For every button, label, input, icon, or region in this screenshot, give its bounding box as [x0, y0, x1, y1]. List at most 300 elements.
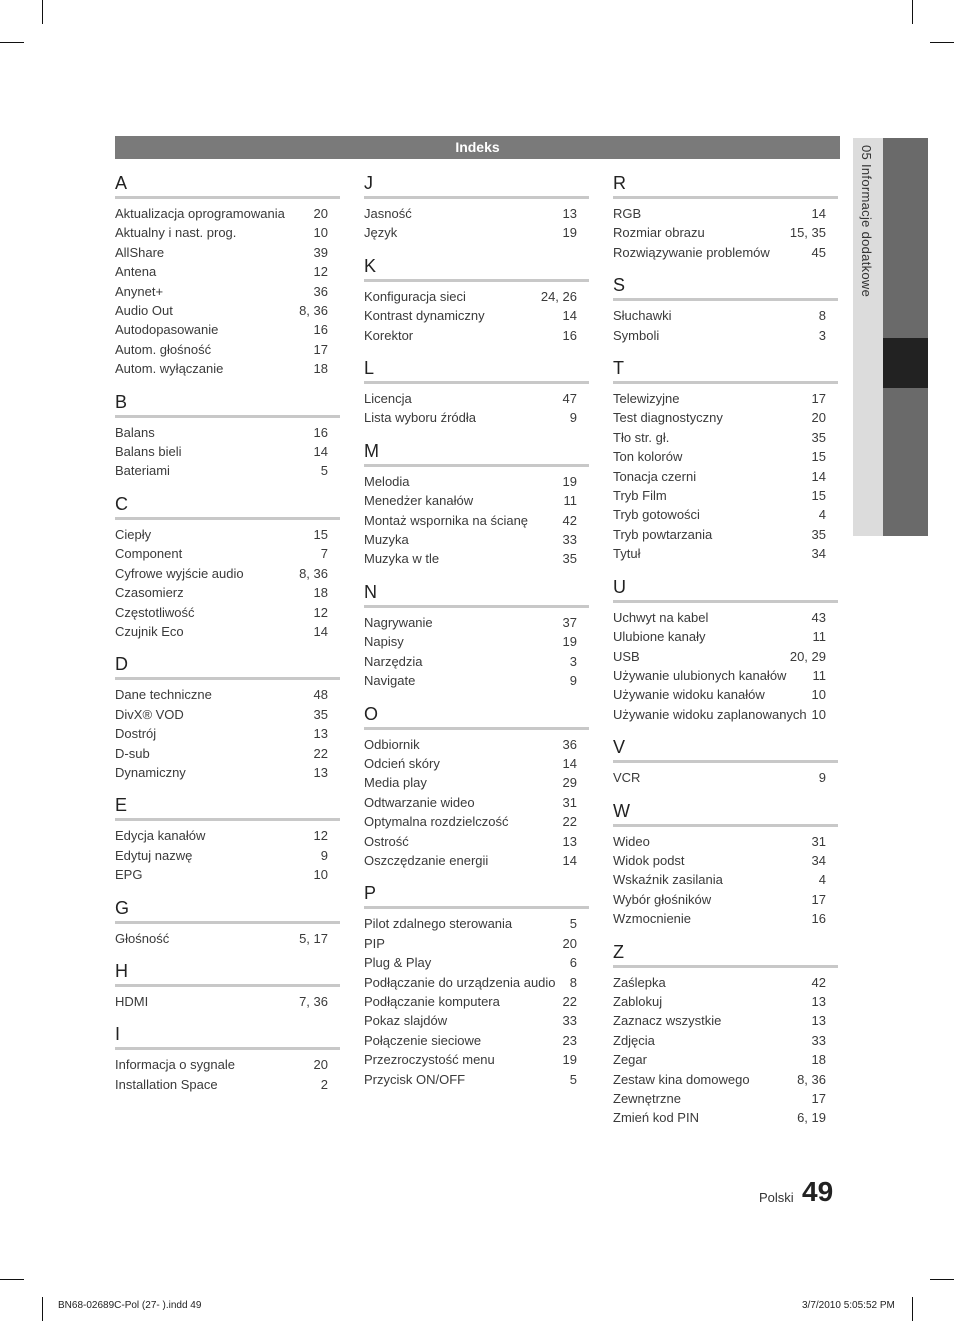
section-letter: W [613, 800, 838, 827]
entry-term: Korektor [364, 327, 414, 343]
section-letter: A [115, 172, 340, 199]
entry-pages: 20, 29 [789, 648, 826, 664]
index-entry [115, 461, 340, 480]
entry-term: Montaż wspornika na ścianę [364, 512, 529, 528]
index-entry [115, 340, 340, 359]
entry-term: Zaślepka [613, 974, 666, 990]
index-entry [613, 389, 838, 408]
entry-pages: 36 [313, 283, 328, 299]
index-entry [613, 608, 838, 627]
section-letter: C [115, 493, 340, 520]
index-entry [115, 262, 340, 281]
entry-pages: 33 [562, 1013, 577, 1029]
section-letter: G [115, 897, 340, 924]
entry-pages: 14 [562, 755, 577, 771]
section-letter: E [115, 794, 340, 821]
entry-term: Media play [364, 775, 427, 791]
index-section [364, 255, 589, 345]
index-section [115, 493, 340, 641]
entry-pages: 33 [562, 532, 577, 548]
index-entry [115, 564, 340, 583]
entry-term: Tryb Film [613, 488, 667, 504]
entry-pages: 12 [313, 264, 328, 280]
entry-term: Odbiornik [364, 736, 420, 752]
index-entry [364, 1011, 589, 1030]
entry-pages: 29 [562, 775, 577, 791]
crop-mark [912, 0, 913, 24]
entry-pages: 18 [811, 1052, 826, 1068]
entry-pages: 22 [562, 993, 577, 1009]
entry-pages: 4 [818, 507, 826, 523]
entry-term: Nagrywanie [364, 614, 433, 630]
index-section [364, 172, 589, 243]
index-entry [613, 428, 838, 447]
entry-term: Aktualizacja oprogramowania [115, 206, 285, 221]
entry-pages: 16 [313, 424, 328, 440]
entry-pages: 5 [320, 463, 328, 479]
entry-pages: 34 [811, 852, 826, 868]
entry-pages: 22 [313, 745, 328, 761]
section-letter: V [613, 736, 838, 763]
index-entry [364, 530, 589, 549]
entry-term: Audio Out [115, 303, 173, 319]
index-section [364, 440, 589, 569]
entry-term: Słuchawki [613, 308, 672, 324]
entry-pages: 17 [811, 891, 826, 907]
entry-term: Component [115, 546, 183, 562]
index-entry [115, 301, 340, 320]
index-entry [115, 525, 340, 544]
index-entry [364, 287, 589, 306]
entry-pages: 20 [562, 935, 577, 951]
index-entry [115, 223, 340, 242]
entry-term: Używanie ulubionych kanałów [613, 667, 787, 683]
footer-language: Polski [759, 1190, 794, 1205]
entry-term: Telewizyjne [613, 391, 680, 407]
section-letter: B [115, 391, 340, 418]
entry-term: Ulubione kanały [613, 629, 706, 645]
entry-term: Muzyka w tle [364, 551, 440, 567]
index-entry [613, 544, 838, 563]
entry-term: Dane techniczne [115, 687, 212, 703]
index-entry [364, 204, 589, 223]
index-section [115, 794, 340, 884]
entry-pages: 8 [818, 308, 826, 324]
entry-pages: 14 [562, 308, 577, 324]
index-entry [613, 447, 838, 466]
entry-term: Wskaźnik zasilania [613, 872, 723, 888]
entry-term: Kontrast dynamiczny [364, 308, 485, 324]
section-letter: I [115, 1023, 340, 1050]
index-section [613, 941, 838, 1128]
index-entry [613, 1050, 838, 1069]
entry-pages: 13 [811, 1013, 826, 1029]
index-section [613, 274, 838, 345]
index-entry [364, 914, 589, 933]
entry-term: Zewnętrzne [613, 1091, 681, 1106]
entry-pages: 15 [313, 526, 328, 542]
section-letter: R [613, 172, 838, 199]
entry-pages: 31 [562, 794, 577, 810]
entry-term: Rozwiązywanie problemów [613, 244, 770, 260]
index-entry [613, 768, 838, 787]
print-slug-file: BN68-02689C-Pol (27- ).indd 49 [58, 1300, 202, 1311]
index-entry [364, 408, 589, 427]
index-entry [115, 763, 340, 782]
index-entry [364, 851, 589, 870]
entry-pages: 3 [818, 327, 826, 343]
section-letter: H [115, 960, 340, 987]
entry-pages: 37 [562, 614, 577, 630]
entry-term: Odcień skóry [364, 755, 440, 771]
index-entry [115, 865, 340, 884]
crop-mark [42, 0, 43, 24]
entry-term: Odtwarzanie wideo [364, 794, 475, 810]
index-entry [115, 243, 340, 262]
entry-pages: 2 [320, 1076, 328, 1092]
entry-pages: 10 [313, 225, 328, 241]
index-entry [613, 243, 838, 262]
index-section [115, 172, 340, 379]
entry-term: Edytuj nazwę [115, 847, 193, 863]
entry-pages: 11 [563, 493, 577, 509]
entry-term: Muzyka [364, 532, 409, 548]
index-entry [364, 511, 589, 530]
entry-pages: 35 [811, 429, 826, 445]
entry-term: Test diagnostyczny [613, 410, 723, 426]
entry-pages: 14 [811, 468, 826, 484]
index-entry [364, 735, 589, 754]
entry-term: PIP [364, 935, 385, 951]
entry-term: Optymalna rozdzielczość [364, 814, 509, 830]
entry-pages: 19 [562, 634, 577, 650]
entry-term: Cyfrowe wyjście audio [115, 565, 244, 581]
entry-pages: 10 [811, 706, 826, 722]
entry-pages: 17 [313, 341, 328, 357]
index-entry [115, 685, 340, 704]
entry-term: VCR [613, 770, 641, 786]
entry-pages: 22 [562, 814, 577, 830]
section-letter: N [364, 581, 589, 608]
index-section [613, 576, 838, 724]
index-entry [613, 204, 838, 223]
entry-pages: 31 [811, 833, 826, 849]
section-letter: S [613, 274, 838, 301]
entry-term: Zablokuj [613, 993, 663, 1009]
entry-term: RGB [613, 206, 642, 221]
entry-pages: 15, 35 [789, 225, 826, 241]
index-entry [364, 773, 589, 792]
index-entry [364, 953, 589, 972]
index-column-1 [115, 172, 340, 1106]
entry-term: Balans bieli [115, 444, 182, 460]
section-letter: T [613, 357, 838, 384]
crop-mark [930, 1279, 954, 1280]
index-entry [364, 934, 589, 953]
side-tab-label: 05 Informacje dodatkowe [859, 145, 874, 298]
entry-term: Przezroczystość menu [364, 1052, 495, 1068]
entry-pages: 47 [562, 391, 577, 407]
entry-pages: 42 [562, 512, 577, 528]
index-entry [115, 724, 340, 743]
entry-term: Język [364, 225, 398, 241]
entry-pages: 33 [811, 1032, 826, 1048]
entry-term: Navigate [364, 673, 416, 689]
index-entry [613, 973, 838, 992]
entry-term: Ton kolorów [613, 449, 683, 465]
entry-term: Lista wyboru źródła [364, 410, 476, 426]
entry-term: Tytuł [613, 546, 641, 562]
entry-pages: 9 [320, 847, 328, 863]
index-section [364, 882, 589, 1089]
entry-pages: 11 [812, 629, 826, 645]
index-entry [115, 282, 340, 301]
entry-term: Używanie widoku zaplanowanych [613, 706, 807, 722]
index-section [613, 736, 838, 787]
index-entry [364, 389, 589, 408]
index-entry [115, 583, 340, 602]
index-section [364, 357, 589, 428]
entry-term: Podłączanie komputera [364, 993, 500, 1009]
entry-term: EPG [115, 867, 143, 883]
entry-term: D-sub [115, 745, 150, 761]
page-number: 49 [802, 1176, 834, 1207]
entry-pages: 19 [562, 225, 577, 241]
entry-term: Autodopasowanie [115, 322, 219, 338]
entry-pages: 45 [811, 244, 826, 260]
entry-pages: 18 [313, 585, 328, 601]
side-tab-strip [883, 138, 928, 536]
crop-mark [912, 1297, 913, 1321]
entry-pages: 16 [562, 327, 577, 343]
index-entry [364, 793, 589, 812]
entry-pages: 48 [313, 687, 328, 703]
entry-term: Widok podst [613, 852, 685, 868]
entry-term: Zestaw kina domowego [613, 1071, 750, 1087]
entry-term: Przycisk ON/OFF [364, 1071, 466, 1087]
index-entry [364, 832, 589, 851]
entry-pages: 13 [562, 833, 577, 849]
entry-pages: 20 [313, 1057, 328, 1073]
index-column-3 [613, 172, 838, 1140]
index-title: Indeks [455, 139, 500, 155]
entry-term: Używanie widoku kanałów [613, 687, 765, 703]
index-entry [115, 929, 340, 948]
entry-pages: 11 [812, 667, 826, 683]
print-slug-date: 3/7/2010 5:05:52 PM [802, 1300, 895, 1311]
index-entry [364, 1031, 589, 1050]
index-section [613, 800, 838, 929]
crop-mark [930, 42, 954, 43]
entry-pages: 7 [320, 546, 328, 562]
index-entry [613, 326, 838, 345]
index-entry [115, 423, 340, 442]
entry-term: Połączenie sieciowe [364, 1032, 482, 1048]
entry-pages: 12 [313, 604, 328, 620]
entry-term: Plug & Play [364, 955, 432, 971]
entry-term: Wzmocnienie [613, 911, 692, 927]
entry-pages: 24, 26 [540, 288, 577, 304]
entry-pages: 15 [811, 449, 826, 465]
entry-pages: 42 [811, 974, 826, 990]
section-letter: K [364, 255, 589, 282]
entry-term: HDMI [115, 993, 149, 1009]
index-entry [613, 1108, 838, 1127]
index-column-2 [364, 172, 589, 1101]
entry-pages: 5, 17 [299, 930, 328, 946]
entry-pages: 10 [313, 867, 328, 883]
entry-pages: 23 [562, 1032, 577, 1048]
index-entry [613, 909, 838, 928]
index-entry [364, 472, 589, 491]
entry-term: Zdjęcia [613, 1032, 655, 1048]
entry-term: Autom. głośność [115, 341, 212, 357]
entry-pages: 19 [562, 473, 577, 489]
index-entry [115, 1055, 340, 1074]
index-entry [364, 973, 589, 992]
entry-pages: 6, 19 [797, 1110, 826, 1126]
index-section [115, 960, 340, 1011]
entry-pages: 15 [811, 488, 826, 504]
index-section [613, 172, 838, 262]
entry-pages: 10 [811, 687, 826, 703]
entry-pages: 20 [811, 410, 826, 426]
index-entry [115, 1075, 340, 1094]
entry-term: Jasność [364, 206, 412, 221]
index-entry [613, 223, 838, 242]
index-entry [364, 306, 589, 325]
entry-term: Symboli [613, 327, 660, 343]
index-entry [115, 992, 340, 1011]
entry-term: Installation Space [115, 1076, 218, 1092]
index-entry [613, 1031, 838, 1050]
index-entry [613, 505, 838, 524]
index-header-bar [115, 136, 840, 159]
entry-pages: 13 [811, 993, 826, 1009]
entry-term: Tło str. gł. [613, 429, 670, 445]
entry-pages: 8, 36 [299, 565, 328, 581]
entry-term: AllShare [115, 244, 165, 260]
entry-term: Antena [115, 264, 157, 280]
index-entry [613, 992, 838, 1011]
section-letter: J [364, 172, 589, 199]
index-entry [364, 812, 589, 831]
index-entry [613, 832, 838, 851]
entry-term: Tryb gotowości [613, 507, 700, 523]
entry-term: Pilot zdalnego sterowania [364, 916, 513, 932]
section-letter: D [115, 653, 340, 680]
entry-term: Zegar [613, 1052, 647, 1068]
entry-term: Narzędzia [364, 653, 423, 669]
index-entry [613, 1089, 838, 1108]
index-entry [613, 647, 838, 666]
entry-term: Podłączanie do urządzenia audio [364, 974, 556, 990]
entry-pages: 9 [818, 770, 826, 786]
entry-pages: 6 [569, 955, 577, 971]
index-entry [613, 890, 838, 909]
entry-pages: 16 [313, 322, 328, 338]
entry-pages: 13 [562, 206, 577, 221]
index-entry [364, 671, 589, 690]
index-section [115, 1023, 340, 1094]
entry-term: Edycja kanałów [115, 828, 206, 844]
entry-pages: 19 [562, 1052, 577, 1068]
index-entry [364, 613, 589, 632]
entry-term: Ostrość [364, 833, 409, 849]
crop-mark [0, 1279, 24, 1280]
entry-pages: 13 [313, 764, 328, 780]
entry-pages: 35 [313, 706, 328, 722]
entry-term: Oszczędzanie energii [364, 852, 489, 868]
index-entry [364, 992, 589, 1011]
entry-term: Anynet+ [115, 283, 164, 299]
index-entry [613, 408, 838, 427]
index-entry [364, 632, 589, 651]
index-section [364, 703, 589, 871]
entry-term: Wideo [613, 833, 650, 849]
entry-term: Czujnik Eco [115, 623, 184, 639]
entry-pages: 13 [313, 726, 328, 742]
entry-term: Zmień kod PIN [613, 1110, 699, 1126]
index-entry [115, 544, 340, 563]
entry-pages: 14 [562, 852, 577, 868]
index-entry [115, 846, 340, 865]
index-entry [364, 549, 589, 568]
entry-pages: 16 [811, 911, 826, 927]
entry-term: Czasomierz [115, 585, 184, 601]
section-letter: M [364, 440, 589, 467]
entry-pages: 35 [562, 551, 577, 567]
crop-mark [0, 42, 24, 43]
entry-pages: 4 [818, 872, 826, 888]
entry-term: Licencja [364, 391, 412, 407]
index-entry [364, 491, 589, 510]
entry-pages: 9 [569, 673, 577, 689]
entry-term: Aktualny i nast. prog. [115, 225, 237, 241]
index-entry [115, 204, 340, 223]
entry-term: USB [613, 648, 640, 664]
index-entry [613, 870, 838, 889]
index-entry [613, 685, 838, 704]
index-entry [613, 851, 838, 870]
entry-pages: 34 [811, 546, 826, 562]
entry-term: Wybór głośników [613, 891, 712, 907]
index-entry [364, 326, 589, 345]
entry-term: Uchwyt na kabel [613, 609, 709, 625]
entry-term: Konfiguracja sieci [364, 288, 466, 304]
entry-term: DivX® VOD [115, 706, 184, 722]
entry-term: Tonacja czerni [613, 468, 697, 484]
entry-pages: 14 [313, 444, 328, 460]
entry-term: Informacja o sygnale [115, 1057, 235, 1073]
entry-term: Dostrój [115, 726, 157, 742]
entry-pages: 14 [313, 623, 328, 639]
entry-term: Tryb powtarzania [613, 526, 713, 542]
crop-mark [42, 1297, 43, 1321]
entry-pages: 8, 36 [797, 1071, 826, 1087]
index-entry [364, 223, 589, 242]
entry-term: Częstotliwość [115, 604, 195, 620]
index-entry [115, 603, 340, 622]
entry-pages: 35 [811, 526, 826, 542]
index-section [364, 581, 589, 691]
entry-term: Głośność [115, 930, 170, 946]
index-entry [613, 627, 838, 646]
index-entry [364, 1070, 589, 1089]
entry-term: Melodia [364, 473, 410, 489]
section-letter: P [364, 882, 589, 909]
section-letter: O [364, 703, 589, 730]
